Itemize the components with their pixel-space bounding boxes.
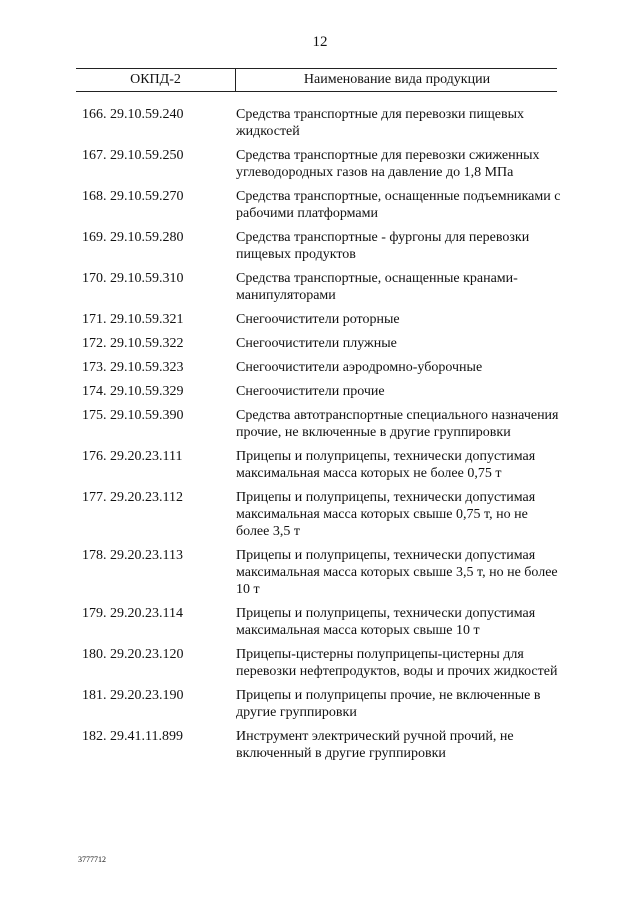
row-name: Прицепы и полуприцепы, технически допустимая максимальная масса которых свыше 0,75 т, но не более 3,5 т bbox=[236, 490, 536, 539]
table-row bbox=[0, 448, 640, 482]
table-row bbox=[0, 359, 640, 376]
table-row bbox=[0, 547, 640, 598]
row-name: Прицепы-цистерны полуприцепы-цистерны для перевозки нефтепродуктов, воды и прочих жидкостей bbox=[236, 647, 558, 679]
row-code: 170. 29.10.59.310 bbox=[82, 271, 184, 286]
row-code: 168. 29.10.59.270 bbox=[82, 189, 184, 204]
table-row bbox=[0, 383, 640, 400]
row-name: Средства транспортные для перевозки пищевых жидкостей bbox=[236, 107, 525, 139]
table-row bbox=[0, 605, 640, 639]
row-name: Снегоочистители роторные bbox=[236, 312, 400, 327]
header-code-column: ОКПД-2 bbox=[130, 72, 181, 87]
table-header bbox=[76, 68, 557, 92]
table-row bbox=[0, 335, 640, 352]
row-code: 179. 29.20.23.114 bbox=[82, 606, 183, 621]
row-code: 180. 29.20.23.120 bbox=[82, 647, 184, 662]
table-row bbox=[0, 489, 640, 540]
row-code: 181. 29.20.23.190 bbox=[82, 688, 184, 703]
row-name: Снегоочистители аэродромно-уборочные bbox=[236, 360, 483, 375]
row-code: 182. 29.41.11.899 bbox=[82, 729, 183, 744]
table-row bbox=[0, 311, 640, 328]
row-name: Средства транспортные, оснащенные подъемниками с рабочими платформами bbox=[236, 189, 561, 221]
row-name: Снегоочистители плужные bbox=[236, 336, 397, 351]
row-name: Средства автотранспортные специального назначения прочие, не включенные в другие группировки bbox=[236, 408, 559, 440]
table-row bbox=[0, 188, 640, 222]
row-name: Прицепы и полуприцепы, технически допустимая максимальная масса которых не более 0,75 т bbox=[236, 449, 536, 481]
row-code: 166. 29.10.59.240 bbox=[82, 107, 184, 122]
row-code: 174. 29.10.59.329 bbox=[82, 384, 184, 399]
row-code: 167. 29.10.59.250 bbox=[82, 148, 184, 163]
row-name: Снегоочистители прочие bbox=[236, 384, 385, 399]
row-code: 173. 29.10.59.323 bbox=[82, 360, 184, 375]
row-name: Средства транспортные, оснащенные кранами-манипуляторами bbox=[236, 271, 518, 303]
row-name: Прицепы и полуприцепы прочие, не включенные в другие группировки bbox=[236, 688, 541, 720]
row-code: 175. 29.10.59.390 bbox=[82, 408, 184, 423]
row-code: 172. 29.10.59.322 bbox=[82, 336, 184, 351]
row-name: Инструмент электрический ручной прочий, не включенный в другие группировки bbox=[236, 729, 514, 761]
row-code: 169. 29.10.59.280 bbox=[82, 230, 184, 245]
table-row bbox=[0, 646, 640, 680]
page-number: 12 bbox=[312, 34, 328, 50]
table-row bbox=[0, 229, 640, 263]
document-id: 3777712 bbox=[78, 855, 106, 864]
row-code: 178. 29.20.23.113 bbox=[82, 548, 183, 563]
table-row bbox=[0, 728, 640, 762]
table-row bbox=[0, 106, 640, 140]
row-name: Прицепы и полуприцепы, технически допустимая максимальная масса которых свыше 10 т bbox=[236, 606, 536, 638]
row-code: 171. 29.10.59.321 bbox=[82, 312, 184, 327]
product-list bbox=[0, 106, 640, 769]
row-name: Средства транспортные - фургоны для перевозки пищевых продуктов bbox=[236, 230, 530, 262]
header-name-column: Наименование вида продукции bbox=[235, 69, 558, 91]
row-name: Средства транспортные для перевозки сжиженных углеводородных газов на давление до 1,8 МПа bbox=[236, 148, 540, 180]
row-code: 177. 29.20.23.112 bbox=[82, 490, 183, 505]
row-code: 176. 29.20.23.111 bbox=[82, 449, 183, 464]
table-row bbox=[0, 407, 640, 441]
table-row bbox=[0, 270, 640, 304]
table-row bbox=[0, 147, 640, 181]
row-name: Прицепы и полуприцепы, технически допустимая максимальная масса которых свыше 3,5 т, но не более 10 т bbox=[236, 548, 558, 597]
table-row bbox=[0, 687, 640, 721]
